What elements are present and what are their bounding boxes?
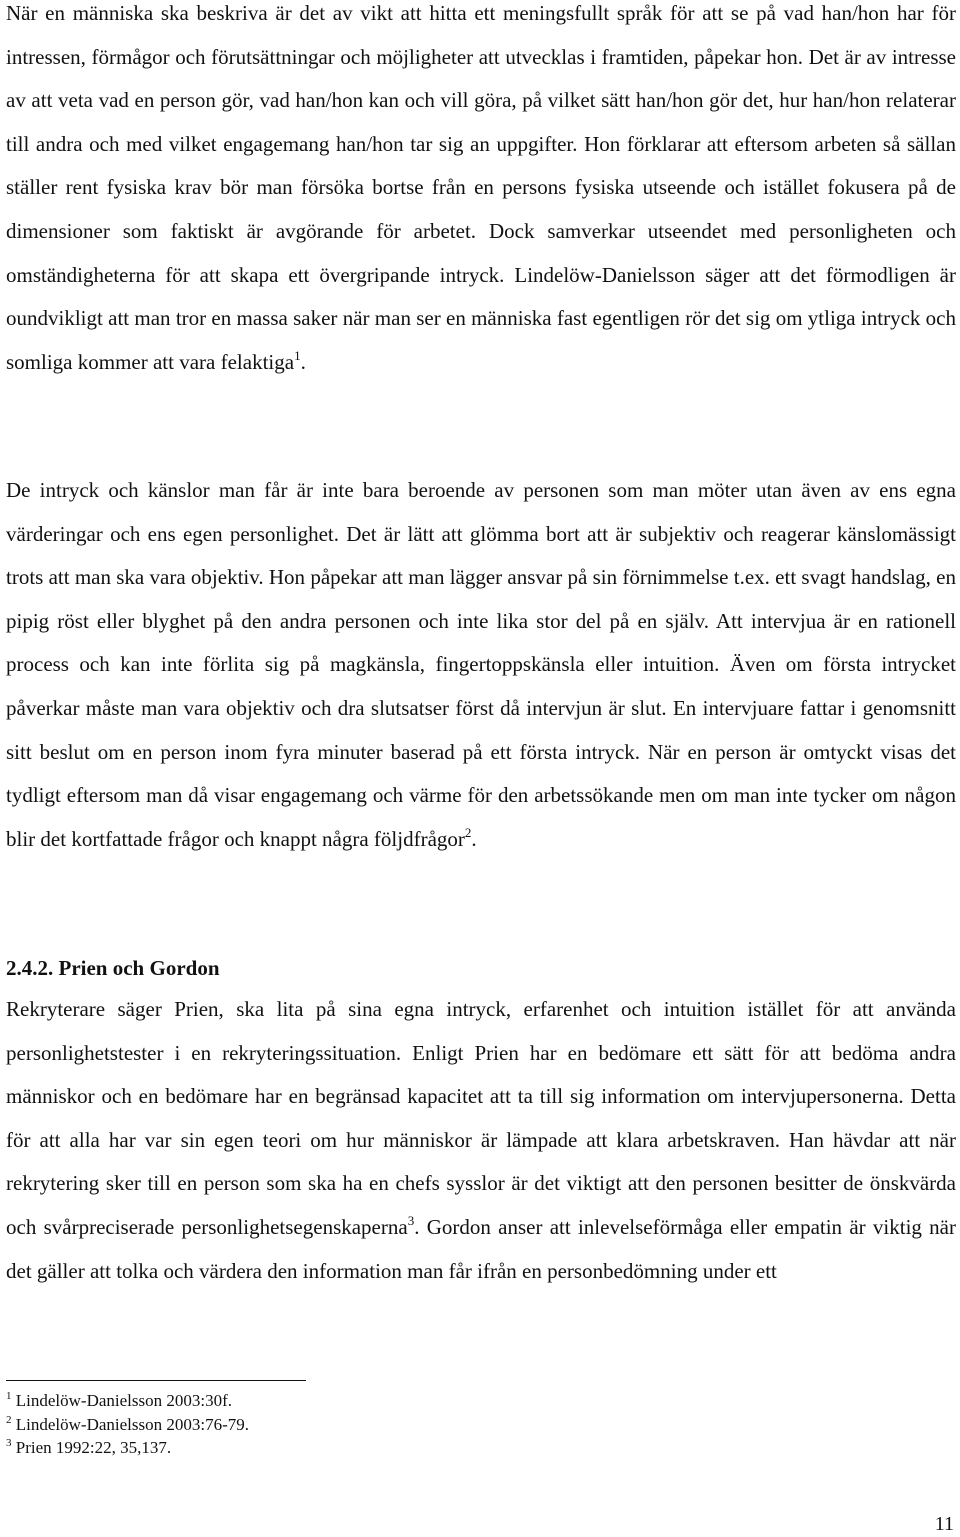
paragraph-text: De intryck och känslor man får är inte bara beroende av personen som man möter utan även av ens egna värderingar och ens egen personlighet. Det är lätt att glömma bort att är subjektiv och reagerar känslomässigt trots att man ska vara objektiv. Hon påpekar att man lägger ansvar på sin förnimmelse t.ex. ett svagt handslag, en pipig röst eller blyghet på den andra personen och inte lika stor del på en själv. Att intervjua är en rationell process och kan inte förlita sig på magkänsla, fingertoppskänsla eller intuition. Även om första intrycket påverkar måste man vara objektiv och dra slutsatser först då intervjun är slut. En intervjuare fattar i genomsnitt sitt beslut om en person inom fyra minuter baserad på ett första intryck. När en person är omtyckt visas det tydligt eftersom man då visar engagemang och värme för den arbetssökande men om man inte tycker om någon blir det kortfattade frågor och knappt några följdfrågor xyxy=(6,478,956,851)
paragraph-tail: . xyxy=(300,349,306,374)
footnote-reference[interactable]: 3 xyxy=(407,1212,415,1228)
footnote-text: Prien 1992:22, 35,137. xyxy=(15,1438,172,1457)
paragraph-tail: . xyxy=(471,826,477,851)
paragraph-tail: . Gordon anser att inlevelseförmåga eller empatin är viktig när det gäller att tolka och värdera den information man får ifrån en personbedömning under ett xyxy=(6,1214,956,1283)
paragraph-text: Rekryterare säger Prien, ska lita på sina egna intryck, erfarenhet och intuition istället för att använda personlighetstester i en rekryteringssituation. Enligt Prien har en bedömare ett sätt för att bedöma andra människor och en bedömare har en begränsad kapacitet att ta till sig information om intervjupersonerna. Detta för att alla har var sin egen teori om hur människor är lämpade att klara arbetskraven. Han hävdar att när rekrytering sker till en person som ska ha en chefs sysslor är det viktigt att den personen besitter de önskvärda och svårpreciserade personlighetsegenskaperna xyxy=(6,997,956,1239)
footnote xyxy=(6,1389,606,1413)
body-paragraph xyxy=(6,988,956,1293)
footnote-number: 2 xyxy=(6,1413,12,1426)
footnote-text: Lindelöw-Danielsson 2003:30f. xyxy=(15,1391,232,1410)
footnote-number: 3 xyxy=(6,1437,12,1449)
section-heading: 2.4.2. Prien och Gordon xyxy=(6,956,220,980)
body-paragraph xyxy=(6,469,956,861)
footnote xyxy=(6,1413,606,1437)
footnote xyxy=(6,1436,606,1460)
footnote-text: Lindelöw-Danielsson 2003:76-79. xyxy=(15,1414,249,1434)
page-number: 11 xyxy=(934,1513,954,1535)
paragraph-text: När en människa ska beskriva är det av vikt att hitta ett meningsfullt språk för att se på vad han/hon har för intressen, förmågor och förutsättningar och möjligheter att utvecklas i framtiden, påpekar hon. Det är av intresse av att veta vad en person gör, vad han/hon kan och vill göra, på vilket sätt han/hon gör det, hur han/hon relaterar till andra och med vilket engagemang han/hon tar sig an uppgifter. Hon förklarar att eftersom arbeten så sällan ställer rent fysiska krav bör man försöka bortse från en persons fysiska utseende och istället fokusera på de dimensioner som faktiskt är avgörande för arbetet. Dock samverkar utseendet med personligheten och omständigheterna för att skapa ett övergripande intryck. Lindelöw-Danielsson säger att det förmodligen är oundvikligt att man tror en massa saker när man ser en människa fast egentligen rör det sig om ytliga intryck och somliga kommer att vara felaktiga xyxy=(6,1,956,374)
footnote-reference[interactable]: 2 xyxy=(464,824,472,840)
footnote-divider xyxy=(6,1380,306,1381)
footnotes xyxy=(6,1389,606,1460)
body-paragraph xyxy=(6,0,956,384)
footnote-number: 1 xyxy=(6,1390,12,1402)
footnote-reference[interactable]: 1 xyxy=(294,347,301,363)
